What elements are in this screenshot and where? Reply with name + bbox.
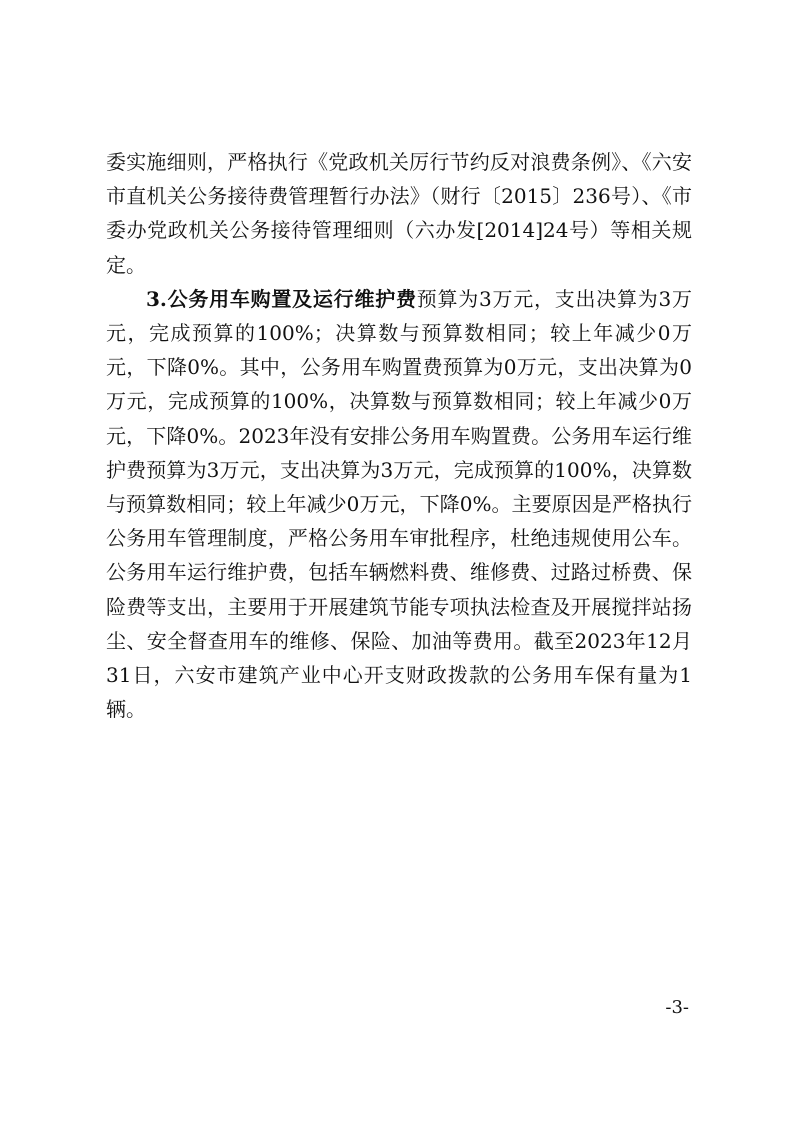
document-body (106, 145, 692, 726)
paragraph-1-text: 委实施细则，严格执行《党政机关厉行节约反对浪费条例》、《六安市直机关公务接待费管理暂行办法》（财行〔2015〕236号）、《市委办党政机关公务接待管理细则（六办发[2014]24号）等相关规定。 (106, 150, 692, 277)
paragraph-vehicle-expenses (106, 282, 692, 727)
section-heading-vehicle: 3.公务用车购置及运行维护费 (146, 286, 417, 311)
page-number: -3- (665, 997, 689, 1018)
paragraph-2-text: 预算为3万元，支出决算为3万元，完成预算的100%；决算数与预算数相同；较上年减少0万元，下降0%。其中，公务用车购置费预算为0万元，支出决算为0万元，完成预算的100%，决算数与预算数相同；较上年减少0万元，下降0%。2023年没有安排公务用车购置费。公务用车运行维护费预算为3万元，支出决算为3万元，完成预算的100%，决算数与预算数相同；较上年减少0万元，下降0%。主要原因是严格执行公务用车管理制度，严格公务用车审批程序，杜绝违规使用公车。公务用车运行维护费，包括车辆燃料费、维修费、过路过桥费、保险费等支出，主要用于开展建筑节能专项执法检查及开展搅拌站扬尘、安全督查用车的维修、保险、加油等费用。截至2023年12月31日，六安市建筑产业中心开支财政拨款的公务用车保有量为1辆。 (106, 286, 692, 722)
paragraph-reception-rules (106, 145, 692, 282)
